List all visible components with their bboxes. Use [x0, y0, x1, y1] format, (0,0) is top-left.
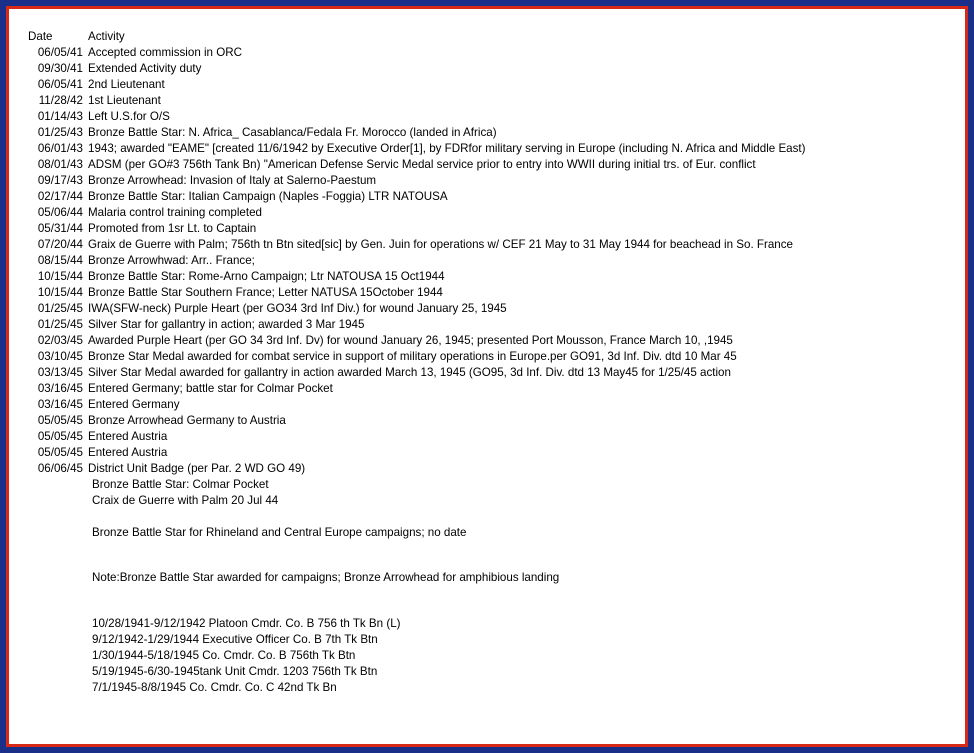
entry-date: 05/06/44 — [37, 206, 83, 219]
entry-row — [28, 429, 806, 445]
service-record — [28, 29, 806, 696]
entry-date: 05/05/45 — [37, 430, 83, 443]
date-header: Date — [28, 30, 53, 43]
entry-row — [28, 189, 806, 205]
activity-header: Activity — [88, 30, 125, 43]
entry-row — [28, 349, 806, 365]
entry-row — [28, 333, 806, 349]
entry-activity: Awarded Purple Heart (per GO 34 3rd Inf. Dv) for wound January 26, 1945; presented Port Mousson, France March 10, ,1945 — [88, 334, 733, 347]
entry-activity: Graix de Guerre with Palm; 756th tn Btn sited[sic] by Gen. Juin for operations w/ CEF 21 May to 31 May 1944 for beachead in So. France — [88, 238, 793, 251]
entry-activity: Promoted from 1sr Lt. to Captain — [88, 222, 257, 235]
entry-activity: Entered Austria — [88, 430, 168, 443]
entry-date: 06/05/41 — [37, 78, 83, 91]
entry-row — [28, 413, 806, 429]
entry-activity: Bronze Battle Star: Rome-Arno Campaign; Ltr NATOUSA 15 Oct1944 — [88, 270, 445, 283]
entry-activity: District Unit Badge (per Par. 2 WD GO 49) — [88, 462, 306, 475]
assignment-item: 9/12/1942-1/29/1944 Executive Officer Co. B 7th Tk Btn — [92, 633, 378, 646]
entry-row — [28, 221, 806, 237]
entry-date: 01/14/43 — [37, 110, 83, 123]
assignments-list — [92, 616, 806, 696]
entry-row — [28, 285, 806, 301]
undated-item: Craix de Guerre with Palm 20 Jul 44 — [92, 494, 279, 507]
entry-activity: ADSM (per GO#3 756th Tank Bn) "American Defense Servic Medal service prior to entry into WWII during initial trs. of Eur. conflict — [88, 158, 756, 171]
entry-date: 05/05/45 — [37, 414, 83, 427]
entry-activity: 1st Lieutenant — [88, 94, 161, 107]
entry-activity: Bronze Battle Star: N. Africa_ Casablanca/Fedala Fr. Morocco (landed in Africa) — [88, 126, 497, 139]
entry-row — [28, 397, 806, 413]
entry-date: 07/20/44 — [37, 238, 83, 251]
entry-date: 10/15/44 — [37, 270, 83, 283]
entry-date: 02/17/44 — [37, 190, 83, 203]
entries-list — [28, 45, 806, 477]
entry-activity: Bronze Arrowhwad: Arr.. France; — [88, 254, 255, 267]
entry-row — [28, 205, 806, 221]
entry-activity: Bronze Arrowhead Germany to Austria — [88, 414, 286, 427]
entry-activity: Bronze Battle Star: Italian Campaign (Naples -Foggia) LTR NATOUSA — [88, 190, 448, 203]
entry-row — [28, 77, 806, 93]
entry-row — [28, 93, 806, 109]
entry-row — [28, 173, 806, 189]
undated-list — [92, 477, 806, 509]
header-row — [28, 29, 806, 45]
undated-item: Bronze Battle Star: Colmar Pocket — [92, 478, 269, 491]
entry-date: 06/05/41 — [37, 46, 83, 59]
entry-date: 11/28/42 — [38, 94, 83, 107]
entry-date: 01/25/45 — [37, 302, 83, 315]
entry-row — [28, 45, 806, 61]
entry-activity: Accepted commission in ORC — [88, 46, 242, 59]
entry-row — [28, 365, 806, 381]
entry-activity: Malaria control training completed — [88, 206, 262, 219]
entry-date: 02/03/45 — [37, 334, 83, 347]
entry-row — [28, 317, 806, 333]
rhineland-note: Bronze Battle Star for Rhineland and Central Europe campaigns; no date — [92, 526, 467, 539]
entry-activity: 1943; awarded "EAME" [created 11/6/1942 by Executive Order[1], by FDRfor military serving in Europe (including N. Africa and Middle East) — [88, 142, 806, 155]
entry-activity: Entered Germany — [88, 398, 180, 411]
entry-row — [28, 61, 806, 77]
legend-note: Note:Bronze Battle Star awarded for campaigns; Bronze Arrowhead for amphibious landing — [92, 571, 560, 584]
entry-row — [28, 269, 806, 285]
entry-activity: Left U.S.for O/S — [88, 110, 170, 123]
entry-row — [28, 157, 806, 173]
entry-row — [28, 381, 806, 397]
entry-date: 09/30/41 — [37, 62, 83, 75]
entry-date: 10/15/44 — [37, 286, 83, 299]
assignment-item: 10/28/1941-9/12/1942 Platoon Cmdr. Co. B 756 th Tk Bn (L) — [92, 617, 401, 630]
entry-date: 01/25/45 — [37, 318, 83, 331]
entry-date: 03/13/45 — [37, 366, 83, 379]
entry-row — [28, 461, 806, 477]
entry-activity: Bronze Star Medal awarded for combat service in support of military operations in Europe.per GO91, 3d Inf. Div. dtd 10 Mar 45 — [88, 350, 737, 363]
entry-row — [28, 125, 806, 141]
entry-date: 09/17/43 — [37, 174, 83, 187]
entry-row — [28, 141, 806, 157]
entry-row — [28, 445, 806, 461]
entry-activity: Entered Germany; battle star for Colmar Pocket — [88, 382, 333, 395]
entry-row — [28, 301, 806, 317]
entry-activity: Bronze Arrowhead: Invasion of Italy at Salerno-Paestum — [88, 174, 377, 187]
entry-activity: Silver Star for gallantry in action; awarded 3 Mar 1945 — [88, 318, 365, 331]
entry-date: 06/06/45 — [37, 462, 83, 475]
entry-date: 03/16/45 — [37, 398, 83, 411]
entry-date: 03/16/45 — [37, 382, 83, 395]
assignment-item: 7/1/1945-8/8/1945 Co. Cmdr. Co. C 42nd Tk Bn — [92, 681, 337, 694]
entry-row — [28, 253, 806, 269]
entry-activity: 2nd Lieutenant — [88, 78, 165, 91]
entry-date: 01/25/43 — [37, 126, 83, 139]
entry-activity: Entered Austria — [88, 446, 168, 459]
entry-date: 06/01/43 — [37, 142, 83, 155]
entry-date: 03/10/45 — [37, 350, 83, 363]
entry-activity: Extended Activity duty — [88, 62, 202, 75]
entry-date: 08/15/44 — [37, 254, 83, 267]
assignment-item: 1/30/1944-5/18/1945 Co. Cmdr. Co. B 756th Tk Btn — [92, 649, 356, 662]
assignment-item: 5/19/1945-6/30-1945tank Unit Cmdr. 1203 756th Tk Btn — [92, 665, 378, 678]
entry-date: 05/31/44 — [37, 222, 83, 235]
entry-activity: Silver Star Medal awarded for gallantry in action awarded March 13, 1945 (GO95, 3d Inf. Div. dtd 13 May45 for 1/25/45 action — [88, 366, 731, 379]
entry-date: 05/05/45 — [37, 446, 83, 459]
entry-row — [28, 237, 806, 253]
entry-activity: Bronze Battle Star Southern France; Letter NATUSA 15October 1944 — [88, 286, 443, 299]
entry-activity: IWA(SFW-neck) Purple Heart (per GO34 3rd Inf Div.) for wound January 25, 1945 — [88, 302, 507, 315]
entry-row — [28, 109, 806, 125]
entry-date: 08/01/43 — [37, 158, 83, 171]
